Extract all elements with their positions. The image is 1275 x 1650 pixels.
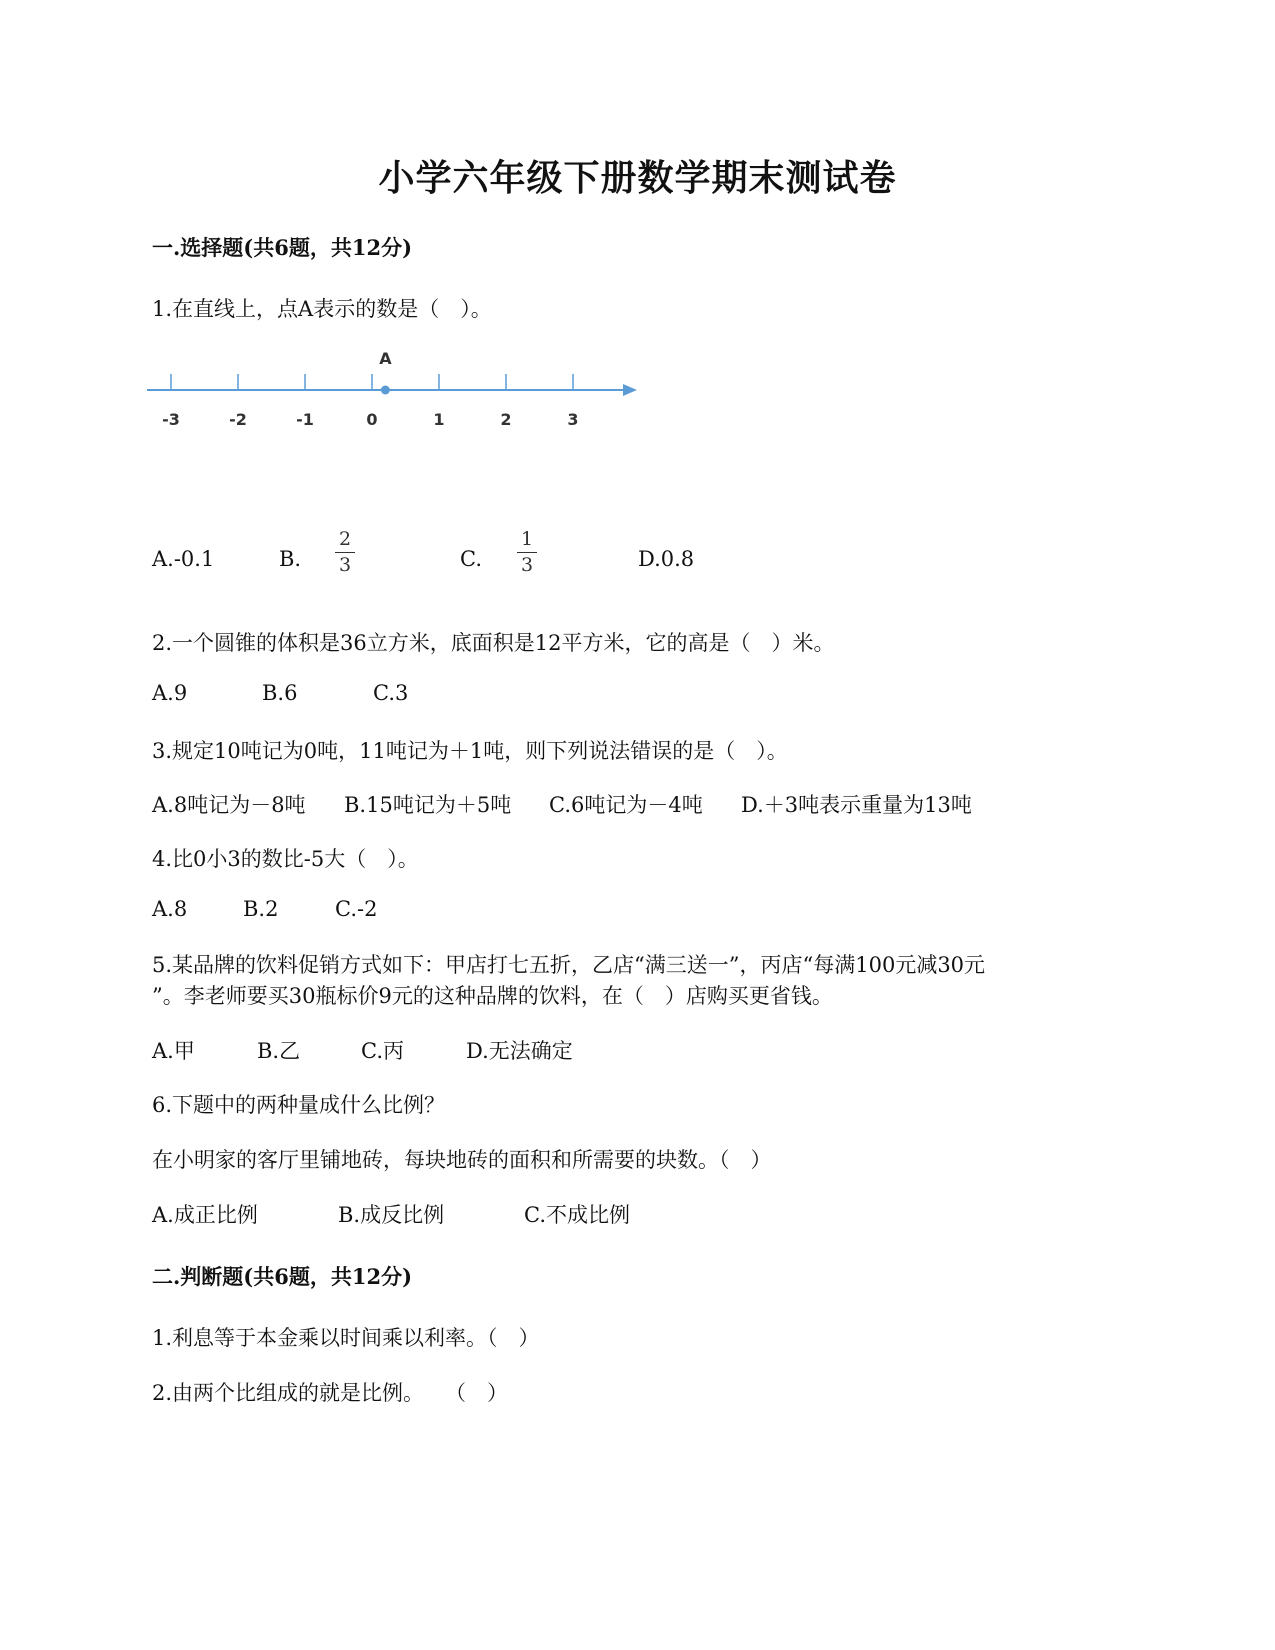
question-4-text: 4.比0小3的数比-5大（ ）。 [152,847,419,871]
fraction-denominator: 3 [338,554,352,576]
judgment-1-text: 1.利息等于本金乘以时间乘以利率。（ ） [152,1326,540,1350]
fraction-numerator: 2 [338,528,352,550]
fraction-bar [517,552,537,553]
fraction-denominator: 3 [520,554,534,576]
number-line-figure [145,340,645,450]
fraction-numerator: 1 [520,528,534,550]
question-3-text: 3.规定10吨记为0吨，11吨记为＋1吨，则下列说法错误的是（ ）。 [152,739,788,763]
number-line-tick-label: -3 [162,410,180,429]
q4-option-a: A.8 [152,897,188,921]
question-5-text-line1: 5.某品牌的饮料促销方式如下：甲店打七五折，乙店“满三送一”，丙店“每满100元减30元 [152,953,986,977]
point-a-marker [381,386,390,395]
q3-option-b: B.15吨记为＋5吨 [344,793,512,817]
q2-option-c: C.3 [373,681,409,705]
q5-option-b: B.乙 [257,1039,301,1063]
point-a-label: A [379,349,392,368]
section-heading-choice: 一.选择题(共6题，共12分) [152,235,413,260]
q5-option-a: A.甲 [152,1039,195,1063]
q1-option-b-label: B. [279,547,302,571]
q1-option-a: A.-0.1 [152,547,215,571]
q2-option-a: A.9 [152,681,188,705]
question-6-text: 6.下题中的两种量成什么比例？ [152,1093,446,1117]
q6-option-c: C.不成比例 [524,1203,630,1227]
judgment-2-text: 2.由两个比组成的就是比例。 （ ） [152,1381,509,1405]
q1-option-b-fraction [334,530,356,575]
q1-option-c-fraction [516,530,538,575]
number-line-tick-label: 0 [366,410,378,429]
q5-option-d: D.无法确定 [466,1039,573,1063]
section-heading-judgment: 二.判断题(共6题，共12分) [152,1264,413,1289]
number-line-tick-label: -2 [229,410,247,429]
q1-option-c-label: C. [460,547,482,571]
number-line-arrow-icon [623,384,637,396]
q4-option-c: C.-2 [335,897,378,921]
q3-option-d: D.＋3吨表示重量为13吨 [741,793,972,817]
q6-option-a: A.成正比例 [152,1203,258,1227]
number-line-tick-label: 2 [500,410,512,429]
question-2-text: 2.一个圆锥的体积是36立方米，底面积是12平方米，它的高是（ ）米。 [152,631,835,655]
number-line-tick-label: -1 [296,410,314,429]
page-title: 小学六年级下册数学期末测试卷 [378,157,897,199]
q5-option-c: C.丙 [361,1039,404,1063]
q3-option-c: C.6吨记为－4吨 [549,793,703,817]
q4-option-b: B.2 [243,897,279,921]
question-6-subtext: 在小明家的客厅里铺地砖，每块地砖的面积和所需要的块数。（ ） [152,1148,772,1172]
number-line-tick-label: 1 [433,410,445,429]
question-1-text: 1.在直线上，点A表示的数是（ ）。 [152,297,492,321]
q2-option-b: B.6 [262,681,298,705]
question-5-text-line2: ”。李老师要买30瓶标价9元的这种品牌的饮料，在（ ）店购买更省钱。 [152,984,833,1008]
fraction-bar [335,552,355,553]
q1-option-d: D.0.8 [638,547,695,571]
q3-option-a: A.8吨记为－8吨 [152,793,306,817]
number-line-tick-label: 3 [567,410,579,429]
q6-option-b: B.成反比例 [338,1203,445,1227]
